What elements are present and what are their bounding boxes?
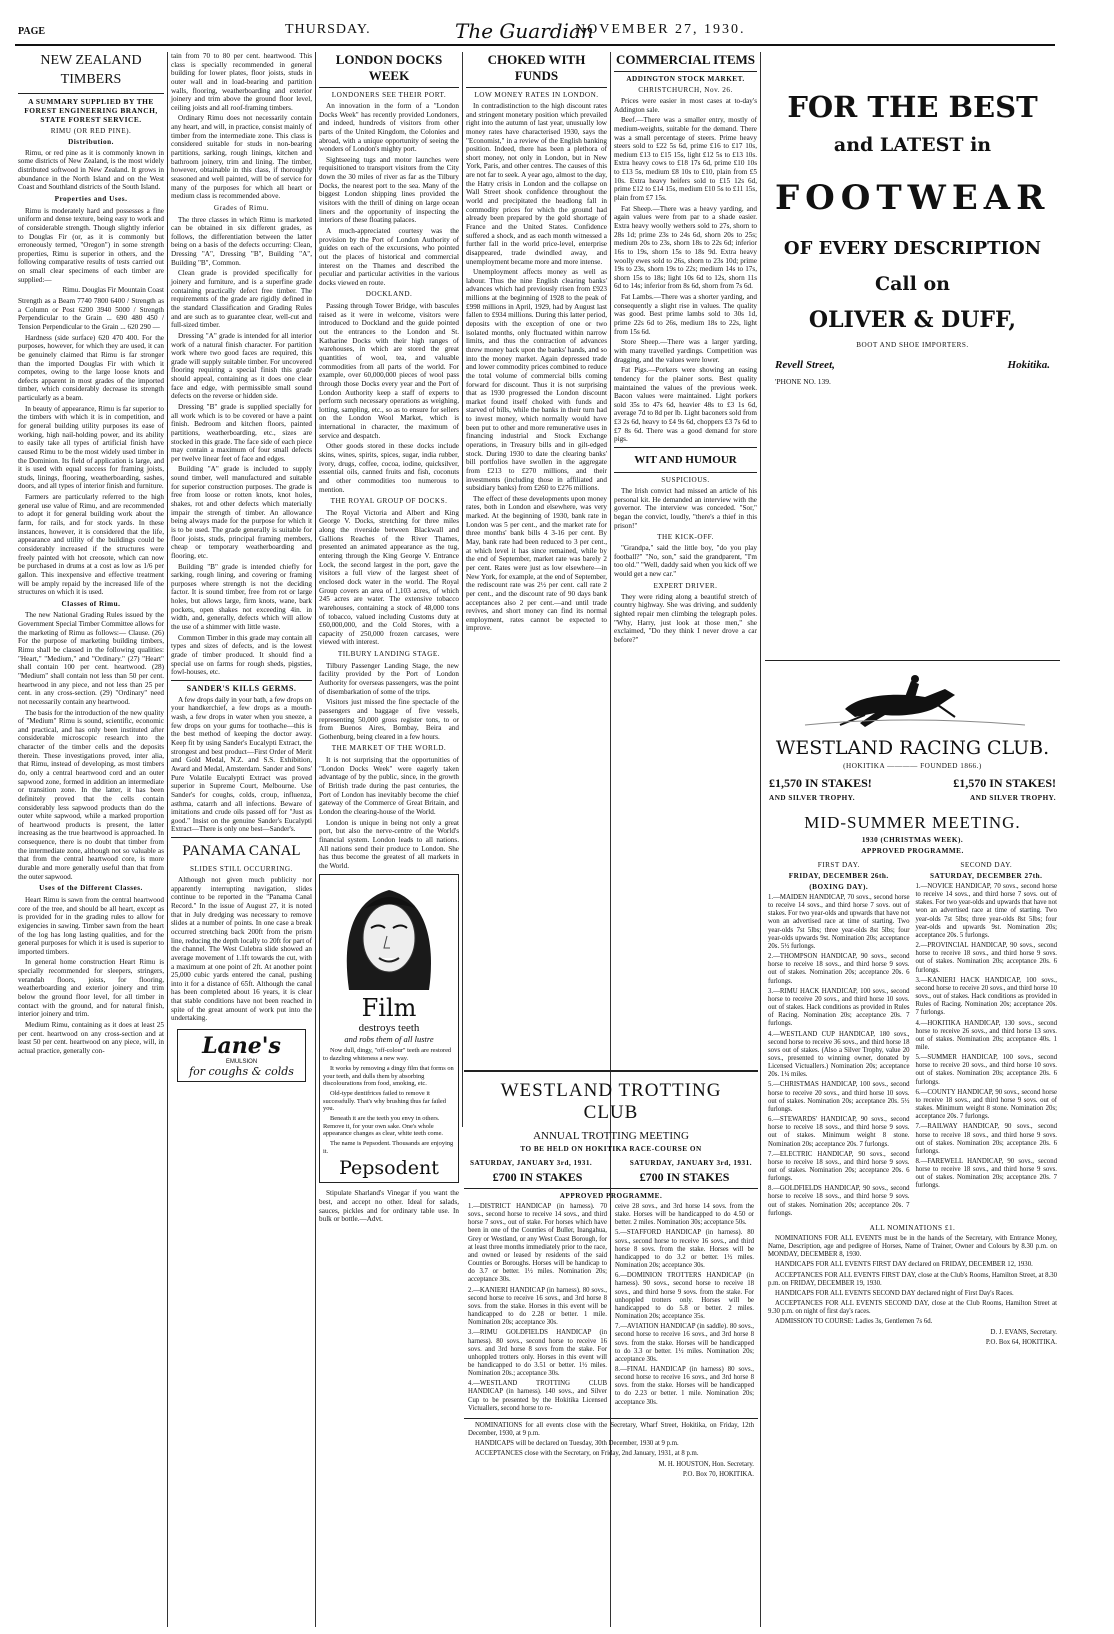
headline: PANAMA CANAL xyxy=(182,843,301,860)
headline: COMMERCIAL ITEMS xyxy=(615,52,756,67)
divider xyxy=(171,837,312,838)
article-choked-with-funds xyxy=(466,52,607,1062)
ad-trophy: AND SILVER TROPHY. xyxy=(969,794,1056,802)
ad-venue: TO BE HELD ON HOKITIKA RACE-COURSE ON xyxy=(520,1145,702,1153)
column-rule xyxy=(760,52,761,1627)
column-rule xyxy=(315,52,316,1627)
paragraph: They were riding along a beautiful stretch of country highway. She was driving, and suddenly sighted repair men climbing the telegraph poles. "Why, Harry, just look at those men," she exclaimed, "Do they think I never drove a car before?" xyxy=(614,592,757,644)
subhead: Distribution. xyxy=(68,137,114,146)
column-2 xyxy=(171,52,312,1622)
subhead: SUSPICIOUS. xyxy=(661,475,710,484)
race-entry: 7.—RAILWAY HANDICAP, 90 sovs., second horse to receive 18 sovs., and third horse 9 sovs. out of stakes. Nomination 20s; acceptance 20s. 6 furlongs. xyxy=(915,1123,1057,1155)
ad-all-nominations: ALL NOMINATIONS £1. xyxy=(869,1223,956,1232)
paragraph: Fat Pigs.—Porkers were showing an easing tendency for the plainer sorts. Best quality maintained the values of the previous week. Bacon values were maintained. Light porkers sold 35s to 47s 6d, heavier 48s to £3 1s 6d, average 7d to 8d per lb. Light baconers sold from £3 2s 6d, heavy to £4 9s 6d, choppers £3 7s 6d to £7 8s 6d. There was a good demand for store pigs. xyxy=(614,366,757,444)
masthead-date: NOVEMBER 27, 1930. xyxy=(575,22,746,37)
race-entry: 4.—HOKITIKA HANDICAP, 130 sovs., second horse to receive 26 sovs., and third horse 13 sovs. out of stakes. Nomination 20s; acceptance 40s. 1 mile. xyxy=(915,1019,1057,1051)
headline: NEW ZEALAND TIMBERS xyxy=(40,53,142,87)
ad-line: and LATEST in xyxy=(833,134,992,156)
paragraph: The new National Grading Rules issued by the Government Special Timber Committee allows for the marketing of Rimu as follows:— Clause. (26) For the purpose of marketing building timbers, Rimu shall be classed in the following qualities: "Heart," "Medium," and "Ordinary." (27) "Heart" shall contain 100 per cent. heartwood. (28) "Medium" shall contain not less than 50 per cent. heartwood in any piece, and not less than 25 per cent. in any cross-section. (29) "Ordinary" need not necessarily contain any heartwood. xyxy=(18,611,164,706)
notice: ACCEPTANCES FOR ALL EVENTS SECOND DAY, close at the Club Rooms, Hamilton Street at 9.30 p.m. on night of first day's races. xyxy=(768,1300,1057,1316)
notice: ACCEPTANCES FOR ALL EVENTS FIRST DAY, close at the Club's Rooms, Hamilton Street, at 8.30 p.m. on FRIDAY, DECEMBER 19, 1930. xyxy=(768,1271,1058,1287)
race-entry: 6.—COUNTY HANDICAP, 90 sovs., second horse to receive 18 sovs., and third horse 9 sovs. out of stakes. Minimum weight 8 stone. Nomination 20s; acceptance 20s. 7 furlongs. xyxy=(915,1088,1057,1121)
article-london-docks xyxy=(319,52,459,1622)
notice: HANDICAPS FOR ALL EVENTS FIRST DAY declared on FRIDAY, DECEMBER 12, 1930. xyxy=(775,1261,1033,1269)
ad-brand: Lane's xyxy=(202,1032,281,1059)
paragraph: Although not given much publicity nor apparently interrupting navigation, slides continue to be reported in the "Panama Canal Record." In the issue of August 27, it is noted that in July dredging was necessary to remove slides at a number of points. In one case a break occurred stretching back 200ft from the prism line, reducing the depth locally to 20ft for part of the channel. The West Culebra slide showed an average movement of 1.1ft towards the cut, with a maximum at one point of 2ft. At another point 25,000 cubic yards entered the canal, pushing into it for a distance of 65ft. Although the canal has been completed about 16 years, it is clear that stable conditions have not been reached in spite of the great amount of work put into the undertaking. xyxy=(171,876,312,1023)
paragraph: The basis for the introduction of the new quality of "Medium" Rimu is sound, scientific, economic and practical, and has only been instituted after considerable microscopic research into the character of the timber cells and the deposits therein. These investigations proved, inter alia, that Rimu, instead of developing, as most timbers do, only a central heartwood cord and an outer sapwood zone, formed in addition an intermediate or transition zone. In the latter, it has been definitely proved that the cells contain considerably less sapwood products than do the outer white sapwood, while a marked proportion of heartwood products is present, the latter increasing as the true heartwood is approached. In consequence, there is no doubt that timber from the intermediate zone, although not so valuable as that from the central heartwood core, is more durable and more generally useful than that from the outer sapwood. xyxy=(18,708,164,881)
subhead: EXPERT DRIVER. xyxy=(653,581,718,590)
pepsodent-ad xyxy=(319,874,459,1183)
ad-line: FOR THE BEST xyxy=(787,90,1038,124)
day-note: (BOXING DAY). xyxy=(809,883,869,891)
masthead-title: The Guardian xyxy=(455,19,594,43)
masthead-day: THURSDAY. xyxy=(285,22,371,37)
race-entry: 8.—FINAL HANDICAP (in harness) 80 sovs., second horse to receive 16 sovs., and 3rd horse 8 sovs. from the stake. Horses will be handicapped to do 2.23 or better. 1 mile. Nomination 20s; acceptance 30s. xyxy=(615,1365,754,1406)
paragraph: Sightseeing tugs and motor launches were requisitioned to transport visitors from the City down the 30 miles of river as far as the Tilbury Docks, the nearest port to the sea. Many of the biggest London shipping lines provided the visitors with the thrill of dining on large ocean liners and the opportunity of inspecting the interiors of these floating palaces. xyxy=(319,155,459,225)
subhead: TILBURY LANDING STAGE. xyxy=(337,650,441,659)
paragraph: In contradistinction to the high discount rates and stringent monetary position which prevailed right into the autumn of last year, unusually low money rates have characterised 1930, says the "Economist," in a review of the English banking position. Indeed, there has been a plethora of short money, not only in London, but in New York, Paris, and other centres. The causes of this are not far to seek. A year ago, almost to the day, the Hatry crisis in London and the collapse on Wall Street shook confidence throughout the world and precipitated the headlong fall in commodity prices for which the ground had already been prepared by the gold shortage of France and the United States. Confidence suffered a shock, and as each month witnessed a further fall in the world price-level, enterprise disappeared, trade dwindled away, and unemployment became more and more intense. xyxy=(466,102,607,266)
ad-stakes: £1,570 IN STAKES! xyxy=(769,776,872,790)
paragraph: Stipulate Sharland's Vinegar if you want the best, and accept no other. Ideal for salads, sauces, pickles and for ordinary table use. In bulk or bottle.—Advt. xyxy=(319,1189,459,1224)
paragraph: London is unique in being not only a great port, but also the nerve-centre of the World's financial system. London leads to all nations. All nations send their produce to London. She has thus become the greatest of all markets in the World. xyxy=(319,818,459,870)
ad-line: FOOTWEAR xyxy=(775,178,1051,218)
woman-portrait-icon xyxy=(325,878,453,990)
paragraph: tain from 70 to 80 per cent. heartwood. This class is specially recommended in general building for lower plates, floor joists, studs in outer wall and in load-bearing and partition walls, flooring, weatherboarding and exterior joinery and trim above the ground floor level, ceiling joists and all roof-framing timbers. xyxy=(171,52,312,112)
headline: WIT AND HUMOUR xyxy=(634,453,737,466)
paragraph: In beauty of appearance, Rimu is far superior to the timbers with which it is in competition, and for general building utility purposes its ease of working, high nail-holding power, and its ability to easily take all types of artificial finish have caused Rimu to be the most widely used timber in the Dominion. Its field of application is large, and it is used with equal success for framing joists, studs, linings, flooring, weatherboarding, sashes, doors, and all types of interior finish and furniture. xyxy=(18,404,164,491)
divider xyxy=(466,87,607,88)
table-header: Rimu. Douglas Fir Mountain Coast xyxy=(62,286,164,295)
signature: M. H. HOUSTON, Hon. Secretary. xyxy=(658,1460,754,1468)
ad-headline: Film xyxy=(361,994,417,1023)
ad-meeting: MID-SUMMER MEETING. xyxy=(804,813,1021,832)
ad-tagline: for coughs & colds xyxy=(189,1064,294,1078)
race-entry: 5.—SUMMER HANDICAP, 100 sovs., second horse to receive 20 sovs., and third horse 10 sovs. out of stakes. Nomination 20s; acceptance 20s. 6 furlongs. xyxy=(915,1054,1057,1086)
race-entry: 1.—MAIDEN HANDICAP, 70 sovs., second horse to receive 14 sovs., and third horse 7 sovs. out of stakes. For two year-olds and upwards that have not won an advertised race at time of starting. Two year-olds 7st 5lbs; three year-olds 8st 5lbs; four year-olds upwards 9st. Nomination 20s; acceptance 20s. 5½ furlongs. xyxy=(768,894,910,950)
ad-subheadline: destroys teeth xyxy=(358,1022,420,1035)
paragraph: It is not surprising that the opportunities of "London Docks Week" were eagerly taken advantage of by the public, since, in the growth of British trade during the past centuries, the Port of London has inevitably become the chief gateway of the Commerce of Great Britain, and London the clearing-house of the World. xyxy=(319,756,459,816)
race-entry: 3.—KANIERI HACK HANDICAP, 100 sovs., second horse to receive 20 sovs., and third horse 10 sovs., out of stakes. Hack conditions as provided in Rules of Racing. Nomination 20s; acceptance 20s. 7 furlongs. xyxy=(915,976,1057,1017)
ad-stakes: £700 IN STAKES xyxy=(492,1170,583,1184)
ad-date: SATURDAY, JANUARY 3rd, 1931. xyxy=(470,1159,593,1167)
signature: P.O. Box 70, HOKITIKA. xyxy=(682,1470,754,1478)
paragraph: Building "A" grade is included to supply sound timber, well manufactured and suitable for superior construction purposes. The grade is free from loose or rotten knots, knot holes, shakes, rot and other defects which materially impair the strength of timber. An allowance being always made for the purpose for which it is to be used. The grade generally is suitable for floor joists, studs, principal framing members, cheap or temporary weatherboarding and flooring, etc. xyxy=(171,465,312,560)
divider xyxy=(171,680,312,681)
column-rule xyxy=(167,52,168,1627)
notice: ADMISSION TO COURSE: Ladies 3s, Gentlemen 7s 6d. xyxy=(775,1318,933,1326)
paragraph: Common Timber in this grade may contain all types and sizes of defects, and is the lowest grade of timber produced. It should find a special use on farms for rough sheds, pigsties, fowl-houses, etc. xyxy=(171,633,312,677)
paragraph: Rimu is moderately hard and possesses a fine uniform and dense texture, being easy to work and of considerable strength. Though slightly inferior to Douglas Fir (or, as it is commonly but erroneously termed, "Oregon") in some strength properties, Rimu is superior in others, and the following comparative results of tests carried out on small clear specimens of each timber are supplied:— xyxy=(18,206,164,284)
page-label: PAGE xyxy=(18,26,46,37)
ad-town: Hokitika. xyxy=(1007,359,1050,371)
paragraph: Hardness (side surface) 620 470 400. For the purposes, however, for which they are used, it can be genuinely claimed that Rimu is far stronger than the imported Douglas Fir with which it competes, owing to the large loose knots and defects apparent in most grades of the imported timber, which considerably decrease its strength particularly as a beam. xyxy=(18,333,164,403)
notice: NOMINATIONS for all events close with the Secretary, Wharf Street, Hokitika, on Friday, 12th December, 1930, at 9 p.m. xyxy=(468,1421,754,1438)
subhead: RIMU (OR RED PINE). xyxy=(50,126,132,135)
paragraph: The Irish convict had missed an article of his personal kit. He demanded an interview with the governor. The interview was conceded. "Sor," began the convict, loudly, "there's a thief in this prison!" xyxy=(614,486,757,530)
ad-brand: Pepsodent xyxy=(339,1157,439,1180)
paragraph: Passing through Tower Bridge, with bascules raised as it were in welcome, visitors were introduced to Dockland and the guide pointed out the entrances to the London and St. Katharine Docks with their high ranges of warehouses, in which are stored the great quantities of wool, tea, and valuable commodities from all parts of the world. For example, over 60,000,000 pieces of wool pass through those Docks every year and the Port of London Authority keep a staff of experts to perform such necessary operations as weighing, lotting, sampling, etc., so as to ensure for sellers on the London Wool Market, which is international in character, the maximum of service and despatch. xyxy=(319,302,459,440)
ad-date: SATURDAY, JANUARY 3rd, 1931. xyxy=(629,1159,752,1167)
subhead: THE MARKET OF THE WORLD. xyxy=(331,744,447,753)
subhead: DOCKLAND. xyxy=(365,290,413,299)
paragraph: Building "B" grade is intended chiefly for sarking, rough lining, and covering or framing purposes where strength is not the deciding factor. It is sound timber, free from rot or large holes, but allows large, firm knots, wane, bark pockets, open shakes not exceeding 4in. in width, and, generally, defects which will allow the use of a shimmer with little waste. xyxy=(171,562,312,631)
paragraph: Tilbury Passenger Landing Stage, the new facility provided by the Port of London Authority for overseas passengers, was the point of disembarkation of some of the trips. xyxy=(319,661,459,696)
masthead-rule xyxy=(15,44,1055,46)
trotting-club-ad xyxy=(464,1070,758,1577)
divider xyxy=(614,447,757,448)
divider xyxy=(464,1188,758,1189)
ad-stakes: £1,570 IN STAKES! xyxy=(953,776,1056,790)
ad-meeting: ANNUAL TROTTING MEETING xyxy=(533,1130,689,1142)
divider xyxy=(18,93,164,94)
paragraph: The Royal Victoria and Albert and King George V. Docks, stretching for three miles along the riverside between Blackwall and Gallions Reaches of the River Thames, presented an animated appearance as the tug, entering through the King George V. Entrance Lock, the second largest in the port, gave the visitors a full view of the largest sheet of enclosed dock water in the world. The Royal Group covers an area of 1,103 acres, of which 245 acres are water. The extensive tobacco warehouses, containing a stock of 48,000 tons of tobacco, valued including Customs duty at £60,000,000, and the Cold Stores, with a capacity of 250,000 frozen carcases, were viewed with interest. xyxy=(319,508,459,647)
notice: NOMINATIONS FOR ALL EVENTS must be in the hands of the Secretary, with Entrance Money, Name, Description, age and pedigree of Horses, Name of Trainer, Owner and Colours by 8.30 p.m. on MONDAY, DECEMBER 8, 1930. xyxy=(768,1234,1057,1259)
ad-stakes: £700 IN STAKES xyxy=(639,1170,730,1184)
race-entry: 5.—STAFFORD HANDICAP (in harness). 80 sovs., second horse to receive 16 sovs., and third horse 8 sovs. from the stake. Horses will be handicapped to do 3.2 or better. 1½ miles. Nomination 20s; acceptance 30s. xyxy=(615,1229,754,1270)
ad-text: The name is Pepsodent. Thousands are enjoying it. xyxy=(323,1140,454,1155)
dateline: CHRISTCHURCH, Nov. 26. xyxy=(638,86,733,94)
article-commercial-items xyxy=(614,52,757,1062)
paragraph: An innovation in the form of a "London Docks Week" has recently provided Londoners, and indeed, hundreds of visitors from other parts of the United Kingdom, the Colonies and abroad, with a unique opportunity of seeing the wonders of London's mighty port. xyxy=(319,102,459,154)
ad-line: BOOT AND SHOE IMPORTERS. xyxy=(856,341,969,349)
paragraph: Fat Sheep.—There was a heavy yarding, and again values were from par to a shade easier. Extra heavy woolly wethers sold to 27s, shorn to 28s 1d; prime 23s to 24s 6d, shorn 20s to 25s; medium 20s to 23s, shorn 18s to 22s 6d; inferior 16s to 19s, shorn 15s to 18s 9d. Extra heavy woolly ewes sold to 26s, shorn to 23s 10d; prime 19s to 23s, shorn 19s to 22s; medium 14s to 17s, shorn 15s to 18s; light 10s 6d to 12s, shorn 11s 6d to 14s; inferior from 8s 6d, shorn from 7s 6d. xyxy=(614,204,757,291)
ad-text: Old-type dentifrices failed to remove it successfully. That's why brushing thus far failed you. xyxy=(323,1089,446,1113)
race-entry: 3.—RIMU GOLDFIELDS HANDICAP (in harness). 80 sovs., second horse to receive 16 sovs. and 3rd horse 8 sovs from the stake. For unhoppled trotters only. Horses in this event will be handicapped to do 3.51 or better. 1½ miles. Nomination 20s.; acceptance 30s. xyxy=(468,1329,607,1378)
subhead: SANDER'S KILLS GERMS. xyxy=(186,683,297,693)
divider xyxy=(464,1418,758,1419)
ad-text: Beneath it are the teeth you envy in others. Remove it, for your own sake. One's whole appearance changes as clear, white teeth come. xyxy=(323,1114,444,1138)
subhead: LOW MONEY RATES IN LONDON. xyxy=(474,91,599,99)
paragraph: Rimu, or red pine as it is commonly known in some districts of New Zealand, is the most widely distributed softwood in New Zealand. It grows in abundance in the North Island and on the West Coast and Southland districts of the South Island. xyxy=(18,148,164,192)
race-entry: 2.—PROVINCIAL HANDICAP, 90 sovs., second horse to receive 18 sovs., and third horse 9 sovs. out of stakes. Nomination 20s; acceptance 20s. 6 furlongs. xyxy=(915,942,1057,974)
paragraph: Ordinary Rimu does not necessarily contain any heart, and will, in practice, consist mainly of timber from the intermediate zone. This class is considered suitable for studs in non-bearing partitions, sarking, rough linings, kitchen and bathroom joinery, trim and lining. The timber, however, obtainable in this class, if thoroughly seasoned and well painted, will be of service for many of the purposes for which all heart or medium class is recommended above. xyxy=(171,114,312,201)
divider xyxy=(319,87,459,88)
divider xyxy=(614,71,757,72)
race-entry: 5.—CHRISTMAS HANDICAP, 100 sovs., second horse to receive 20 sovs., and third horse 10 sovs. out of stakes. Nomination 20s; acceptance 20s. 5½ furlongs. xyxy=(768,1081,910,1113)
paragraph: In general home construction Heart Rimu is specially recommended for sleepers, stringers, verandah floors, joists, for flooring, weatherboarding and exterior joinery and trim below the ground floor level, for all timber in contact with the ground, and for natural finish, interior joinery and trim. xyxy=(18,958,164,1019)
notice: HANDICAPS FOR ALL EVENTS SECOND DAY declared night of First Day's Races. xyxy=(775,1289,1014,1297)
paragraph: Heart Rimu is sawn from the central heartwood core of the tree, and should be all heart, except as is provided for in the grading rules to allow for exigencies in sawing. Timber sawn from the heart of the log has long lasting qualities, and for the general purposes for which it is used is superior to imported timbers. xyxy=(18,895,164,956)
paragraph: The three classes in which Rimu is marketed can be obtained in six different grades, as follows, the differentiation between the latter being on a basis of the defects occurring: Clean, Dressing "A", Dressing "B", Building "A", Building "B", Common. xyxy=(171,215,312,267)
ad-street: Revell Street, xyxy=(775,359,835,371)
notice: ACCEPTANCES close with the Secretary, on Friday, 2nd January, 1931, at 8 p.m. xyxy=(475,1450,699,1458)
race-entry: 6.—DOMINION TROTTERS HANDICAP (in harness). 90 sovs., second horse to receive 18 sovs., and third horse 9 sovs. from the stake. For unhoppled trotters only. Horses will be handicapped to do 5.8 or better. 2 miles. Nomination 20s; acceptance 35s. xyxy=(615,1272,754,1321)
ad-title: CLUB xyxy=(583,1102,639,1123)
race-entry: 3.—RIMU HACK HANDICAP, 100 sovs., second horse to receive 20 sovs., and third horse 10 sovs. out of stakes. Hack conditions as provided in Rules of Racing. Nomination 20s; acceptance 20s. 7 furlongs. xyxy=(768,987,910,1028)
race-entry: ceive 28 sovs., and 3rd horse 14 sovs. from the stake. Horses will be handicapped to do 4.50 or better. 2 miles. Nomination 30s; acceptance 50s. xyxy=(615,1203,754,1227)
subhead: ADDINGTON STOCK MARKET. xyxy=(626,75,745,83)
paragraph: The effect of these developments upon money rates, both in London and elsewhere, was very marked. At the beginning of 1930, bank rate in London was 5 per cent., and the market rate for three months' bank bills 4 3-16 per cent. By May, bank rate had been reduced to 3 per cent., at which level it has since remained, while by the end of September, market rate was barely 2 per cent. Rates were just as low elsewhere—in New York, for example, at the end of September, the rediscount rate was 2½ per cent. call rate 2 per cent., and the discount rate of 90 days bank acceptances also 2 per cent.—and until trade revives, and short money can find its normal employment, rates cannot be expected to improve. xyxy=(466,494,607,633)
paragraph: Medium Rimu, containing as it does at least 25 per cent. heartwood on any cross-section and at least 50 per cent. heartwood on any piece, will, in actual practice, generally con- xyxy=(18,1020,164,1055)
byline: A SUMMARY SUPPLIED BY THE FOREST ENGINEERING BRANCH, STATE FOREST SERVICE. xyxy=(24,96,158,124)
ad-trophy: AND SILVER TROPHY. xyxy=(769,794,856,802)
race-entry: 4.—WESTLAND CUP HANDICAP, 180 sovs., second horse to receive 36 sovs., and third horse 18 sovs out of stakes. (Also a Silver Trophy, value 20 sovs., presented to winning owner, donated by Licensed Victuallers.) Nomination 20s; acceptance 20s. 1¼ miles. xyxy=(768,1030,910,1079)
divider xyxy=(614,472,757,473)
signature: D. J. EVANS, Secretary. xyxy=(990,1328,1057,1336)
masthead xyxy=(0,19,1114,43)
paragraph: Farmers are particularly referred to the high general use value of Rimu, and are recommended to adopt it for general building work about the farm, for rails, and for stock yards. In these instances, however, it is considered that the life, appearance and utility of the buildings could be considerably increased if the structures were freely painted with hot creosote, which can now be purchased in drums at a cost as low as 1/6 per gallon. This inexpensive and effective treatment will be amply repaid by the increased life of the structures on which it is used. xyxy=(18,493,164,597)
ad-week: 1930 (CHRISTMAS WEEK). xyxy=(861,836,964,844)
paragraph: Store Sheep.—There was a larger yarding, with many travelled yardings. Competition was dragging, and the values were lower. xyxy=(614,338,757,364)
ad-line: OLIVER & DUFF, xyxy=(808,307,1017,333)
lanes-emulsion-ad xyxy=(177,1029,306,1082)
paragraph: A much-appreciated courtesy was the provision by the Port of London Authority of guides on each of the excursions, who pointed out the places of historical and commercial interest on the Thames and described the peculiar and particular activities in the various docks viewed en route. xyxy=(319,226,459,287)
footwear-ad xyxy=(775,60,1051,386)
paragraph: Unemployment affects money as well as labour. Thus the nine English clearing banks' advances which had previously risen from £923 millions at the beginning of 1928 to the peak of £998 millions in April, 1929, had by August last fallen to £934 millions. During this latter period, deposits with the exception of one or two isolated months, only fluctuated within narrow limits, and thus the contraction of advances threw money back upon the banks' hands, and so into the money market. Again depressed trade and lower commodity prices combined to reduce the total volume of commercial bills coming forward for discount. Thus it is not surprising that as 1930 progressed the London discount market found itself choked with funds and starved of bills, while the banks in their turn had to invest money, which normally would have been put to other and more remunerative uses in financing industrial and Stock Exchange operations, in Treasury bills and in gilt-edged stock. During 1930 to date the clearing banks' bill portfolios have swollen in the aggregate from £213 to £270 millions, and their investments (including those in affiliated and subsidiary banks) from £260 to £276 millions. xyxy=(466,268,607,493)
day-date: FRIDAY, DECEMBER 26th. xyxy=(788,872,889,880)
race-entry: 2.—THOMPSON HANDICAP, 90 sovs., second horse to receive 18 sovs., and third horse 9 sovs. out of stakes. Nomination 20s; acceptance 20s. 6 furlongs. xyxy=(768,953,910,985)
subhead: Uses of the Different Classes. xyxy=(39,884,143,893)
day-date: SATURDAY, DECEMBER 27th. xyxy=(930,872,1043,880)
ad-text: Now dull, dingy, "off-colour" teeth are restored to dazzling whiteness a new way. xyxy=(323,1047,452,1063)
race-entry: 1.—NOVICE HANDICAP, 70 sovs., second horse to receive 14 sovs., and third horse 7 sovs. out of stakes. For two year-olds and upwards that have not won an advertised race at time of starting. Two year-olds 7st 5lbs; three year-olds 8st 5lbs; four year-olds and upwards 9st. Nomination 20s; acceptance 20s. 5 furlongs. xyxy=(915,883,1057,939)
ad-sub: (HOKITIKA ———— FOUNDED 1866.) xyxy=(843,762,982,770)
subhead: SLIDES STILL OCCURRING. xyxy=(190,865,293,874)
race-entry: 8.—GOLDFIELDS HANDICAP, 90 sovs., second horse to receive 18 sovs., and third horse 9 sovs. out of stakes. Nomination 20s; acceptance 20s. 7 furlongs. xyxy=(768,1185,910,1217)
day-label: FIRST DAY. xyxy=(817,861,860,869)
racing-club-ad xyxy=(765,660,1060,1596)
subhead: THE ROYAL GROUP OF DOCKS. xyxy=(330,497,448,506)
ad-line: OF EVERY DESCRIPTION xyxy=(783,238,1042,259)
paragraph: Visitors just missed the fine spectacle of the passengers and baggage of five vessels, representing 50,000 gross register tons, to or from Buenos Aires, Bombay, Beira and Gothenburg, being cleared in a few hours. xyxy=(319,698,459,741)
subhead: Grades of Rimu. xyxy=(213,203,270,212)
race-entry: 6.—STEWARDS' HANDICAP, 90 sovs., second horse to receive 18 sovs., and third horse 9 sovs. out of stakes. Minimum weight 8 stone. Nomination 20s; acceptance 20s. 7 furlongs. xyxy=(768,1116,910,1148)
race-entry: 7.—ELECTRIC HANDICAP, 90 sovs., second horse to receive 18 sovs., and third horse 9 sovs. out of stakes. Nomination 20s; acceptance 20s. 6 furlongs. xyxy=(768,1150,910,1183)
paragraph: Prices were easier in most cases at to-day's Addington sale. xyxy=(614,97,757,114)
ad-programme: APPROVED PROGRAMME. xyxy=(861,847,964,855)
race-entry: 1.—DISTRICT HANDICAP (in harness). 70 sovs., second horse to receive 14 sovs., and third horse 7 sovs., out of stake. For horses which have been in one of the Counties of Buller, Inangahua, Grey or Westland, or any West Coast Borough, for at least three months immediately prior to the race, and owned or leased by residents of the said Counties or Boroughs. Horses will be handicap to do 3.7 or better. 1½ miles. Nomination 20s; acceptance 30s. xyxy=(468,1203,607,1284)
paragraph: Dressing "A" grade is intended for all interior work of a natural finish character. For partition work where two good faces are required, this grade will supply suitable timber. For uncovered flooring requiring a special finish this grade should appeal, containing as it does one clear face and edge, with permissible small sound defects on the reverse or hidden side. xyxy=(171,331,312,401)
ad-title: WESTLAND TROTTING xyxy=(500,1080,722,1101)
subhead: Classes of Rimu. xyxy=(61,599,121,608)
signature: P.O. Box 64, HOKITIKA. xyxy=(985,1338,1057,1346)
subhead: Properties and Uses. xyxy=(54,194,128,203)
notice: HANDICAPS will be declared on Tuesday, 30th December, 1930 at 9 p.m. xyxy=(475,1440,679,1448)
advertisement-text: A few drops daily in your bath, a few drops on your handkerchief, a few drops as a mouth-wash, a few drops in water when you sneeze, a few drops on your gums for toothache—this is the best method of keeping the doctor away. Keep fit by using Sander's Eucalypti Extract, the strongest and best product—First Order of Merit and Gold Medal, N.Z. and S.S. Exhibition, Award and Medal, Amsterdam. Sander and Sons' Pure Volatile Eucalypti Extract was proved superior in Supreme Court, Melbourne. Use Sander's for coughs, colds, croup, influenza, asthma, catarrh and all infections. Beware of imitations and crude oils passed off for "Just as good." Insist on the genuine Sander's Eucalypti Extract—There is only one best—Sander's. xyxy=(171,695,312,834)
ad-sub: EMULSION xyxy=(225,1058,258,1065)
article-nz-timbers xyxy=(18,52,164,1622)
ad-programme: APPROVED PROGRAMME. xyxy=(559,1192,663,1200)
ad-phone: 'PHONE NO. 139. xyxy=(775,377,831,386)
ad-title: WESTLAND RACING CLUB. xyxy=(775,737,1050,759)
paragraph: Other goods stored in these docks include skins, wines, spirits, spices, sugar, india rubber, ivory, drugs, coffee, cocoa, iodine, quicksilver, essential oils, canned fruits and fish, coconuts and other commodities too numerous to mention. xyxy=(319,442,459,494)
race-entry: 4.—WESTLAND TROTTING CLUB HANDICAP (in harness). 140 sovs., and Silver Cup to be presented by the Hokitika Licensed Victuallers, second horse to re- xyxy=(468,1380,607,1412)
paragraph: Fat Lambs.—There was a shorter yarding, and consequently a slight rise in values. The quality was good. Best prime lambs sold to 30s 1d, prime 22s 6d to 26s, medium 18s to 22s, light from 15s 6d. xyxy=(614,293,757,336)
paragraph: "Grandpa," said the little boy, "do you play football?" "No, son," said the grandparent, "I'm too old." "Well, daddy said when you kick off we would get a new car." xyxy=(614,544,757,579)
ad-tagline: and robs them of all lustre xyxy=(344,1034,434,1045)
race-entry: 7.—AVIATION HANDICAP (in saddle). 80 sovs., second horse to receive 16 sovs., and 3rd horse 8 sovs. from the stake. Horses will be handicapped to do 3.3 or better. 1½ miles. Nomination 20s; acceptance 30s. xyxy=(615,1323,754,1363)
race-entry: 8.—FAREWELL HANDICAP, 90 sovs., second horse to receive 18 sovs., and third horse 9 sovs. out of stakes. Nomination 20s; acceptance 20s. 7 furlongs. xyxy=(915,1158,1057,1190)
ad-line: Call on xyxy=(875,273,950,295)
paragraph: Beef.—There was a smaller entry, mostly of medium-weights, suitable for the demand. There was a small percentage of steers. Prime heavy steers sold to £22 5s 6d, prime £16 to £17 10s, medium £13 to £15 15s, light £12 5s to £13 10s. Extra heavy cows to £18 17s 6d, prime £10 10s to £13 5s, medium £8 10s to £10, plain from £5 10s. Extra heavy heifers sold to £15 12s 6d, prime £12 to £14 15s, medium £10 5s to £11 15s, plain from £7 15s. xyxy=(614,116,757,203)
table-rows: Strength as a Beam 7740 7800 6400 / Strength as a Column or Post 6200 3940 5000 / Strength Perpendicular to the Grain ... 690 480 450 / Tension Perpendicular to the Grain ... 620 290 — xyxy=(18,297,164,331)
subhead: THE KICK-OFF. xyxy=(657,533,714,542)
subhead: LONDONERS SEE THEIR PORT. xyxy=(331,91,447,99)
headline: LONDON DOCKS WEEK xyxy=(335,52,443,83)
paragraph: Clean grade is provided specifically for joinery and furniture, and is a superfine grade containing practically defect free timber. The requirements of the grade are rigidly defined in the standard Classification and Grading Rules and are such as to guarantee clear, well-cut and full-sized timber. xyxy=(171,269,312,330)
column-rule xyxy=(462,52,463,1127)
paragraph: Dressing "B" grade is supplied specially for all work which is to be covered or have a paint finish. Bedroom and kitchen floors, painted partitions, weatherboarding, etc., sizes are stocked in this grade. The face side of each piece may contain a maximum of four small defects per twelve linear feet of face and edges. xyxy=(171,402,312,463)
race-entry: 2.—KANIERI HANDICAP (in harness). 80 sovs., second horse to receive 16 sovs., and 3rd horse 8 sovs. from the stake. Horses in this event will be handicapped to do 2.28 or better. 1 mile. Nomination 20s; acceptance 30s. xyxy=(468,1286,607,1327)
day-label: SECOND DAY. xyxy=(960,861,1013,869)
headline: CHOKED WITH FUNDS xyxy=(487,52,586,83)
horse-racing-icon xyxy=(765,667,1060,737)
ad-text: It works by removing a dingy film that forms on your teeth, and dulls them by absorbing discolourations from food, smoking, etc. xyxy=(323,1064,454,1088)
